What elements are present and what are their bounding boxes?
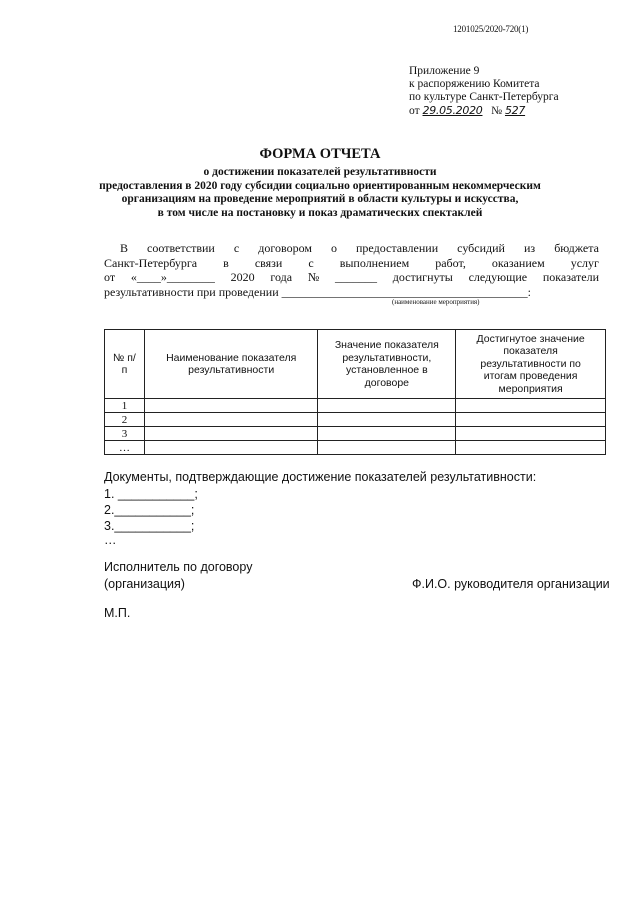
table-row <box>105 413 606 427</box>
stamp-label: М.П. <box>104 606 131 620</box>
word: В <box>120 241 129 255</box>
documents-heading: Документы, подтверждающие достижение показателей результативности: <box>104 470 537 484</box>
document-item-2: 2.___________; <box>104 503 195 517</box>
header-achieved-value: Достигнутое значение показателя результативности по итогам проведения мероприятия <box>456 330 606 399</box>
cell <box>318 413 456 427</box>
paragraph-line-1 <box>120 241 599 256</box>
document-item-1: 1. ___________; <box>104 487 198 501</box>
word: оказанием <box>491 256 545 270</box>
word: № <box>307 270 320 284</box>
date-prefix: от <box>409 105 420 117</box>
cell <box>144 441 318 455</box>
executor-label: Исполнитель по договору <box>104 560 253 574</box>
word: предоставлении <box>356 241 439 255</box>
word: с <box>233 241 240 255</box>
word: «____»________ <box>130 270 215 284</box>
cell <box>456 427 606 441</box>
header-indicator-name: Наименование показателя результативности <box>144 330 318 399</box>
word: работ, <box>435 256 466 270</box>
subtitle-line-4: в том числе на постановку и показ драматических спектаклей <box>157 206 483 219</box>
word: соответствии <box>147 241 215 255</box>
cell <box>318 399 456 413</box>
paragraph-line-4: результативности при проведении _________________________________________: <box>104 285 531 299</box>
word: связи <box>254 256 283 270</box>
subtitle-line-1: о достижении показателей результативности <box>203 166 437 178</box>
document-item-3: 3.___________; <box>104 519 195 533</box>
word: _______ <box>335 270 378 284</box>
word: показатели <box>542 270 599 284</box>
row-number: 3 <box>105 427 145 441</box>
table-row <box>105 441 606 455</box>
word: услуг <box>570 256 599 270</box>
word: в <box>223 256 229 270</box>
appendix-line-3: по культуре Санкт-Петербурга <box>409 91 559 103</box>
word: выполнением <box>339 256 410 270</box>
header-contract-value: Значение показателя результативности, установленное в договоре <box>318 330 456 399</box>
event-name-hint: (наименование мероприятия) <box>392 298 480 306</box>
word: о <box>330 241 337 255</box>
table-row <box>105 399 606 413</box>
row-number: 1 <box>105 399 145 413</box>
cell <box>144 399 318 413</box>
appendix-line-2: к распоряжению Комитета <box>409 78 540 90</box>
subtitle-line-3: организациям на проведение мероприятий в области культуры и искусства, <box>121 193 519 205</box>
cell <box>144 427 318 441</box>
paragraph-line-2 <box>104 256 599 271</box>
word: следующие <box>468 270 528 284</box>
document-ellipsis: … <box>104 533 117 547</box>
appendix-date-line <box>409 104 559 118</box>
cell <box>456 399 606 413</box>
word: из <box>524 241 536 255</box>
indicators-table <box>104 329 606 455</box>
table-row <box>105 427 606 441</box>
row-number: … <box>105 441 145 455</box>
director-name-label: Ф.И.О. руководителя организации <box>412 577 610 591</box>
appendix-block <box>409 65 559 118</box>
number-prefix: № <box>491 105 503 117</box>
paragraph-line-3 <box>104 270 599 285</box>
cell <box>318 427 456 441</box>
word: достигнуты <box>392 270 453 284</box>
cell <box>318 441 456 455</box>
document-number: 1201025/2020-720(1) <box>453 24 529 34</box>
subtitle-line-2: предоставления в 2020 году субсидии социально ориентированным некоммерческим <box>99 179 541 192</box>
table-header-row <box>105 330 606 399</box>
form-title: ФОРМА ОТЧЕТА <box>259 146 381 162</box>
cell <box>456 441 606 455</box>
word: от <box>104 270 116 284</box>
word: 2020 <box>230 270 255 284</box>
appendix-line-1: Приложение 9 <box>409 65 480 77</box>
handwritten-date: 29.05.2020 <box>422 104 483 117</box>
handwritten-number: 527 <box>504 104 526 117</box>
form-subtitle <box>90 166 550 220</box>
cell <box>456 413 606 427</box>
row-number: 2 <box>105 413 145 427</box>
word: с <box>308 256 314 270</box>
cell <box>144 413 318 427</box>
word: Санкт-Петербурга <box>104 256 198 270</box>
organization-label: (организация) <box>104 577 185 591</box>
word: бюджета <box>554 241 599 255</box>
word: года <box>270 270 293 284</box>
word: субсидий <box>457 241 505 255</box>
header-number: № п/п <box>105 330 145 399</box>
word: договором <box>258 241 312 255</box>
